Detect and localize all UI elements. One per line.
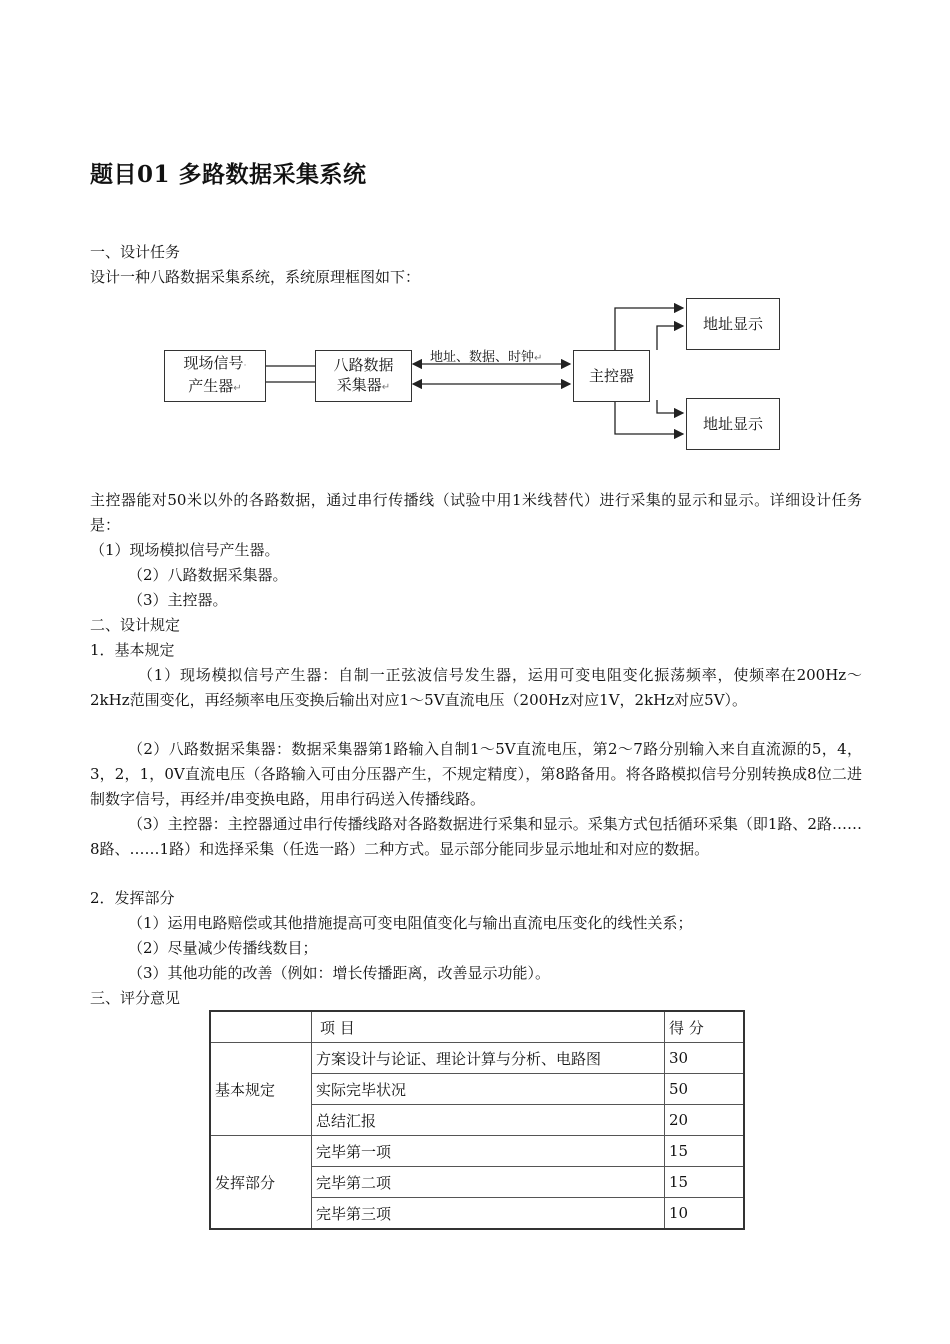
controller-box — [573, 350, 650, 402]
task-item-3: （3）主控器。 — [128, 591, 228, 609]
table-cell-item: 完毕第一项 — [312, 1136, 665, 1167]
extended-item-2: （2）尽量减少传播线数目； — [128, 939, 318, 957]
table-cell-score: 15 — [665, 1167, 745, 1198]
table-cell-score: 15 — [665, 1136, 745, 1167]
section-heading-design-task: 一、设计任务 — [90, 243, 181, 261]
task-item-2: （2）八路数据采集器。 — [128, 566, 288, 584]
signal-generator-box: 现场信号· 产生器↵ — [164, 350, 266, 402]
intro-text: 设计一种八路数据采集系统，系统原理框图如下： — [90, 268, 421, 286]
requirement-paragraph-1: （1）现场模拟信号产生器：自制一正弦波信号发生器，运用可变电阻变化振荡频率，使频率在200Hz～2kHz范围变化，再经频率电压变换后输出对应1～5V直流电压（200Hz对应1V，2kHz对应5V）。 — [90, 666, 862, 709]
scoring-table — [209, 1010, 745, 1230]
group-label-basic: 基本规定 — [210, 1043, 312, 1136]
section-heading-scoring: 三、评分意见 — [90, 989, 181, 1007]
requirement-paragraph-3: （3）主控器：主控器通过串行传播线路对各路数据进行采集和显示。采集方式包括循环采集（即1路、2路……8路、……1路）和选择采集（任选一路）二种方式。显示部分能同步显示地址和对应的数据。 — [90, 815, 862, 858]
table-cell-item: 完毕第二项 — [312, 1167, 665, 1198]
extended-item-1: （1）运用电路赔偿或其他措施提高可变电阻值变化与输出直流电压变化的线性关系； — [128, 914, 693, 932]
return-mark: ↵ — [233, 383, 242, 394]
bus-label: 地址、数据、时钟↵ — [430, 350, 543, 365]
address-display-box-1 — [686, 298, 780, 350]
section-heading-design-requirements: 二、设计规定 — [90, 616, 181, 634]
return-mark: ↵ — [381, 381, 391, 393]
system-description: 主控器能对50米以外的各路数据，通过串行传播线（试验中用1米线替代）进行采集的显示和显示。详细设计任务是： — [90, 491, 862, 534]
address-display-label-1: 地址显示 — [702, 315, 763, 333]
data-collector-label-2: 采集器 — [336, 375, 382, 394]
signal-generator-label-1: 现场信号 — [183, 354, 244, 372]
address-display-label-2: 地址显示 — [702, 415, 763, 433]
group-label-extended: 发挥部分 — [210, 1136, 312, 1230]
address-display-box-2 — [686, 398, 780, 450]
system-block-diagram — [160, 292, 790, 462]
table-cell-item: 方案设计与论证、理论计算与分析、电路图 — [312, 1043, 665, 1074]
table-cell-item: 总结汇报 — [312, 1105, 665, 1136]
controller-label: 主控器 — [588, 367, 634, 385]
subheading-basic: 1．基本规定 — [90, 641, 175, 659]
page-title: 题目01 多路数据采集系统 — [90, 161, 367, 188]
table-header-cell — [210, 1011, 312, 1043]
table-cell-item: 实际完毕状况 — [312, 1074, 665, 1105]
table-cell-score: 50 — [665, 1074, 745, 1105]
table-cell-score: 30 — [665, 1043, 745, 1074]
task-item-1: （1）现场模拟信号产生器。 — [90, 541, 280, 559]
table-cell-score: 10 — [665, 1198, 745, 1230]
table-header-cell: 项 目 — [312, 1011, 665, 1043]
data-collector-box — [315, 350, 412, 402]
requirement-paragraph-2: （2）八路数据采集器：数据采集器第1路输入自制1～5V直流电压，第2～7路分别输入来自直流源的5，4，3，2，1，0V直流电压（各路输入可由分压器产生，不规定精度），第8路备用。将各路模拟信号分别转换成8位二进制数字信号，再经并/串变换电路，用串行码送入传播线路。 — [90, 740, 862, 808]
extended-item-3: （3）其他功能的改善（例如：增长传播距离，改善显示功能）。 — [128, 964, 551, 982]
table-row — [210, 1043, 744, 1074]
table-header-row — [210, 1011, 744, 1043]
data-collector-label-1: 八路数据 — [333, 355, 394, 374]
subheading-extended: 2．发挥部分 — [90, 889, 175, 907]
table-header-cell: 得 分 — [665, 1011, 745, 1043]
table-row — [210, 1136, 744, 1167]
table-cell-item: 完毕第三项 — [312, 1198, 665, 1230]
signal-generator-label-2: 产生器 — [188, 377, 234, 395]
table-cell-score: 20 — [665, 1105, 745, 1136]
